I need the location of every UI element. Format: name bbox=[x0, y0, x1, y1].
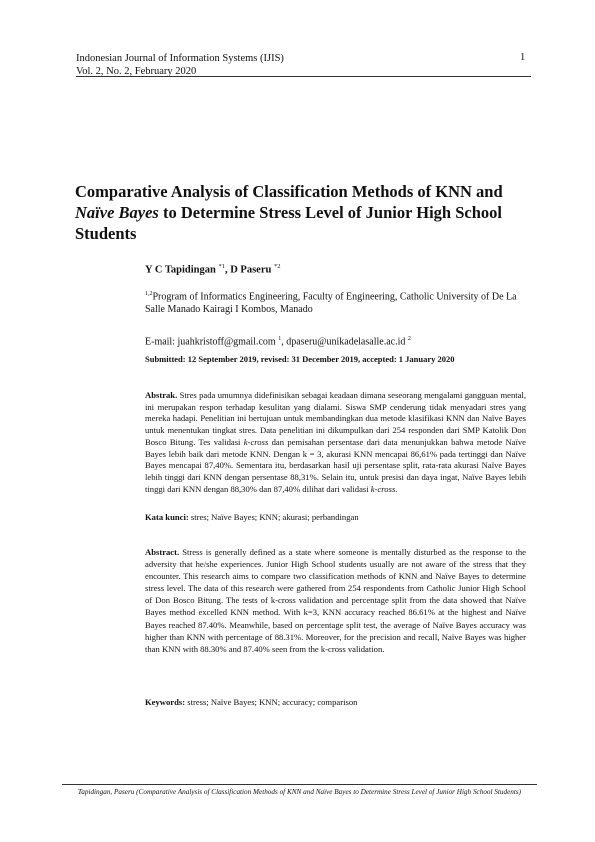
author-2: D Paseru bbox=[230, 264, 272, 276]
affiliation-text: Program of Informatics Engineering, Faculty of Engineering, Catholic University of De La Salle Manado Kairagi I Kombos, Manado bbox=[145, 291, 517, 316]
affiliation-mark: 1,2 bbox=[145, 291, 153, 297]
email-mark-2: 2 bbox=[407, 336, 411, 342]
title-line-3: Students bbox=[75, 224, 137, 243]
email-line bbox=[145, 336, 411, 347]
email-author-2[interactable]: dpaseru@unikadelasalle.ac.id bbox=[286, 336, 406, 348]
paper-title bbox=[75, 181, 530, 244]
abstract-id-text-2: dan pemisahan persentase dari data menunjukkan bahwa metode Naïve Bayes lebih baik dari metode KNN. Dengan k = 3, akurasi KNN mencapai 86,61% pada tertinggi dan Naïve Bayes mencapai 87,40%. Sementara itu, berdasarkan hasil uji persentase split, rata-rata akurasi Naïve Bayes lebih tinggi dari KNN dengan persentase 88,31%. Selain itu, untuk presisi dan daya ingat, Naïve Bayes lebih tinggi dari KNN dengan 88,30% dan 87,40% dilihat dari validasi bbox=[145, 436, 526, 494]
author-separator: , bbox=[224, 264, 231, 276]
journal-issue: Vol. 2, No. 2, February 2020 bbox=[76, 66, 197, 77]
title-line-2 bbox=[75, 202, 530, 223]
abstract-en-text: Stress is generally defined as a state where someone is mentally disturbed as the response to the adversity that he/she experiences. Junior High School students usually are not aware of the stress that they encounter. This research aims to compare two classification methods of KNN and Naïve Bayes to determine stress level. The data of this research were gathered from 254 respondents from Catholic Junior High School of Don Bosco Bitung. The tests of k-cross validation and percentage split from the data showed that Naïve Bayes method excelled KNN method. With k=3, KNN accuracy reached 86.61% at the highest and Naïve Bayes reached 87.40%. Meanwhile, based on percentage split test, the average of Naïve Bayes accuracy was higher than KNN with percentage of 88.31%. Moreover, for the precision and recall, Naïve Bayes was higher than KNN with 88.30% and 87.40% seen from the k-cross validation. bbox=[145, 547, 526, 654]
title-line-1: Comparative Analysis of Classification Methods of KNN and bbox=[75, 182, 503, 201]
submission-dates: Submitted: 12 September 2019, revised: 31 December 2019, accepted: 1 January 2020 bbox=[145, 354, 455, 364]
author-1: Y C Tapidingan bbox=[145, 264, 216, 276]
keywords-id-label: Kata kunci: bbox=[145, 512, 189, 522]
abstract-id-italic-1: k-cross bbox=[243, 436, 269, 447]
email-separator: , bbox=[281, 336, 287, 348]
footer-divider bbox=[62, 784, 537, 785]
keywords-english bbox=[145, 697, 526, 707]
journal-name: Indonesian Journal of Information Systems (IJIS) bbox=[76, 53, 284, 64]
abstract-id-text-3: . bbox=[395, 483, 398, 494]
title-italic-term: Naïve Bayes bbox=[75, 203, 159, 222]
keywords-en-text: stress; Naïve Bayes; KNN; accuracy; comparison bbox=[185, 697, 358, 707]
keywords-id-text: stres; Naïve Bayes; KNN; akurasi; perbandingan bbox=[188, 512, 359, 522]
abstract-id-italic-2: k-cross bbox=[370, 483, 396, 494]
title-line-2-rest: to Determine Stress Level of Junior High School bbox=[158, 203, 502, 222]
keywords-en-label: Keywords: bbox=[145, 697, 186, 707]
running-footer: Tapidingan, Paseru (Comparative Analysis of Classification Methods of KNN and Naïve Bayes to Determine Stress Level of Junior High School Students) bbox=[77, 788, 522, 796]
author-1-mark: *1 bbox=[218, 263, 225, 270]
page-number: 1 bbox=[520, 52, 526, 63]
abstract-english bbox=[145, 546, 526, 655]
email-author-1[interactable]: juahkristoff@gmail.com bbox=[177, 336, 276, 348]
running-header bbox=[76, 52, 284, 78]
abstract-indonesian bbox=[145, 390, 526, 495]
affiliation bbox=[145, 288, 535, 316]
header-divider bbox=[76, 76, 531, 77]
email-mark-1: 1 bbox=[278, 336, 282, 342]
keywords-indonesian bbox=[145, 512, 526, 522]
email-label: E-mail: bbox=[145, 336, 178, 348]
abstract-id-label: Abstrak. bbox=[145, 390, 178, 400]
author-list bbox=[145, 263, 280, 276]
author-2-mark: *2 bbox=[273, 263, 281, 270]
abstract-id-text-1: Stres pada umumnya didefinisikan sebagai keadaan dimana seseorang mengalami gangguan mental, ini merupakan respon terhadap kesulitan yang dialami. Siswa SMP cenderung tidak menyadari stres yang mereka hadapi. Penelitian ini bertujuan untuk membandingkan dua metode klasifikasi KNN dan Naïve Bayes untuk menentukan tingkat stres. Data penelitian ini dikumpulkan dari 254 responden dari SMP Katolik Don Bosco Bitung. Tes validasi bbox=[145, 390, 526, 447]
abstract-en-label: Abstract. bbox=[145, 547, 180, 557]
